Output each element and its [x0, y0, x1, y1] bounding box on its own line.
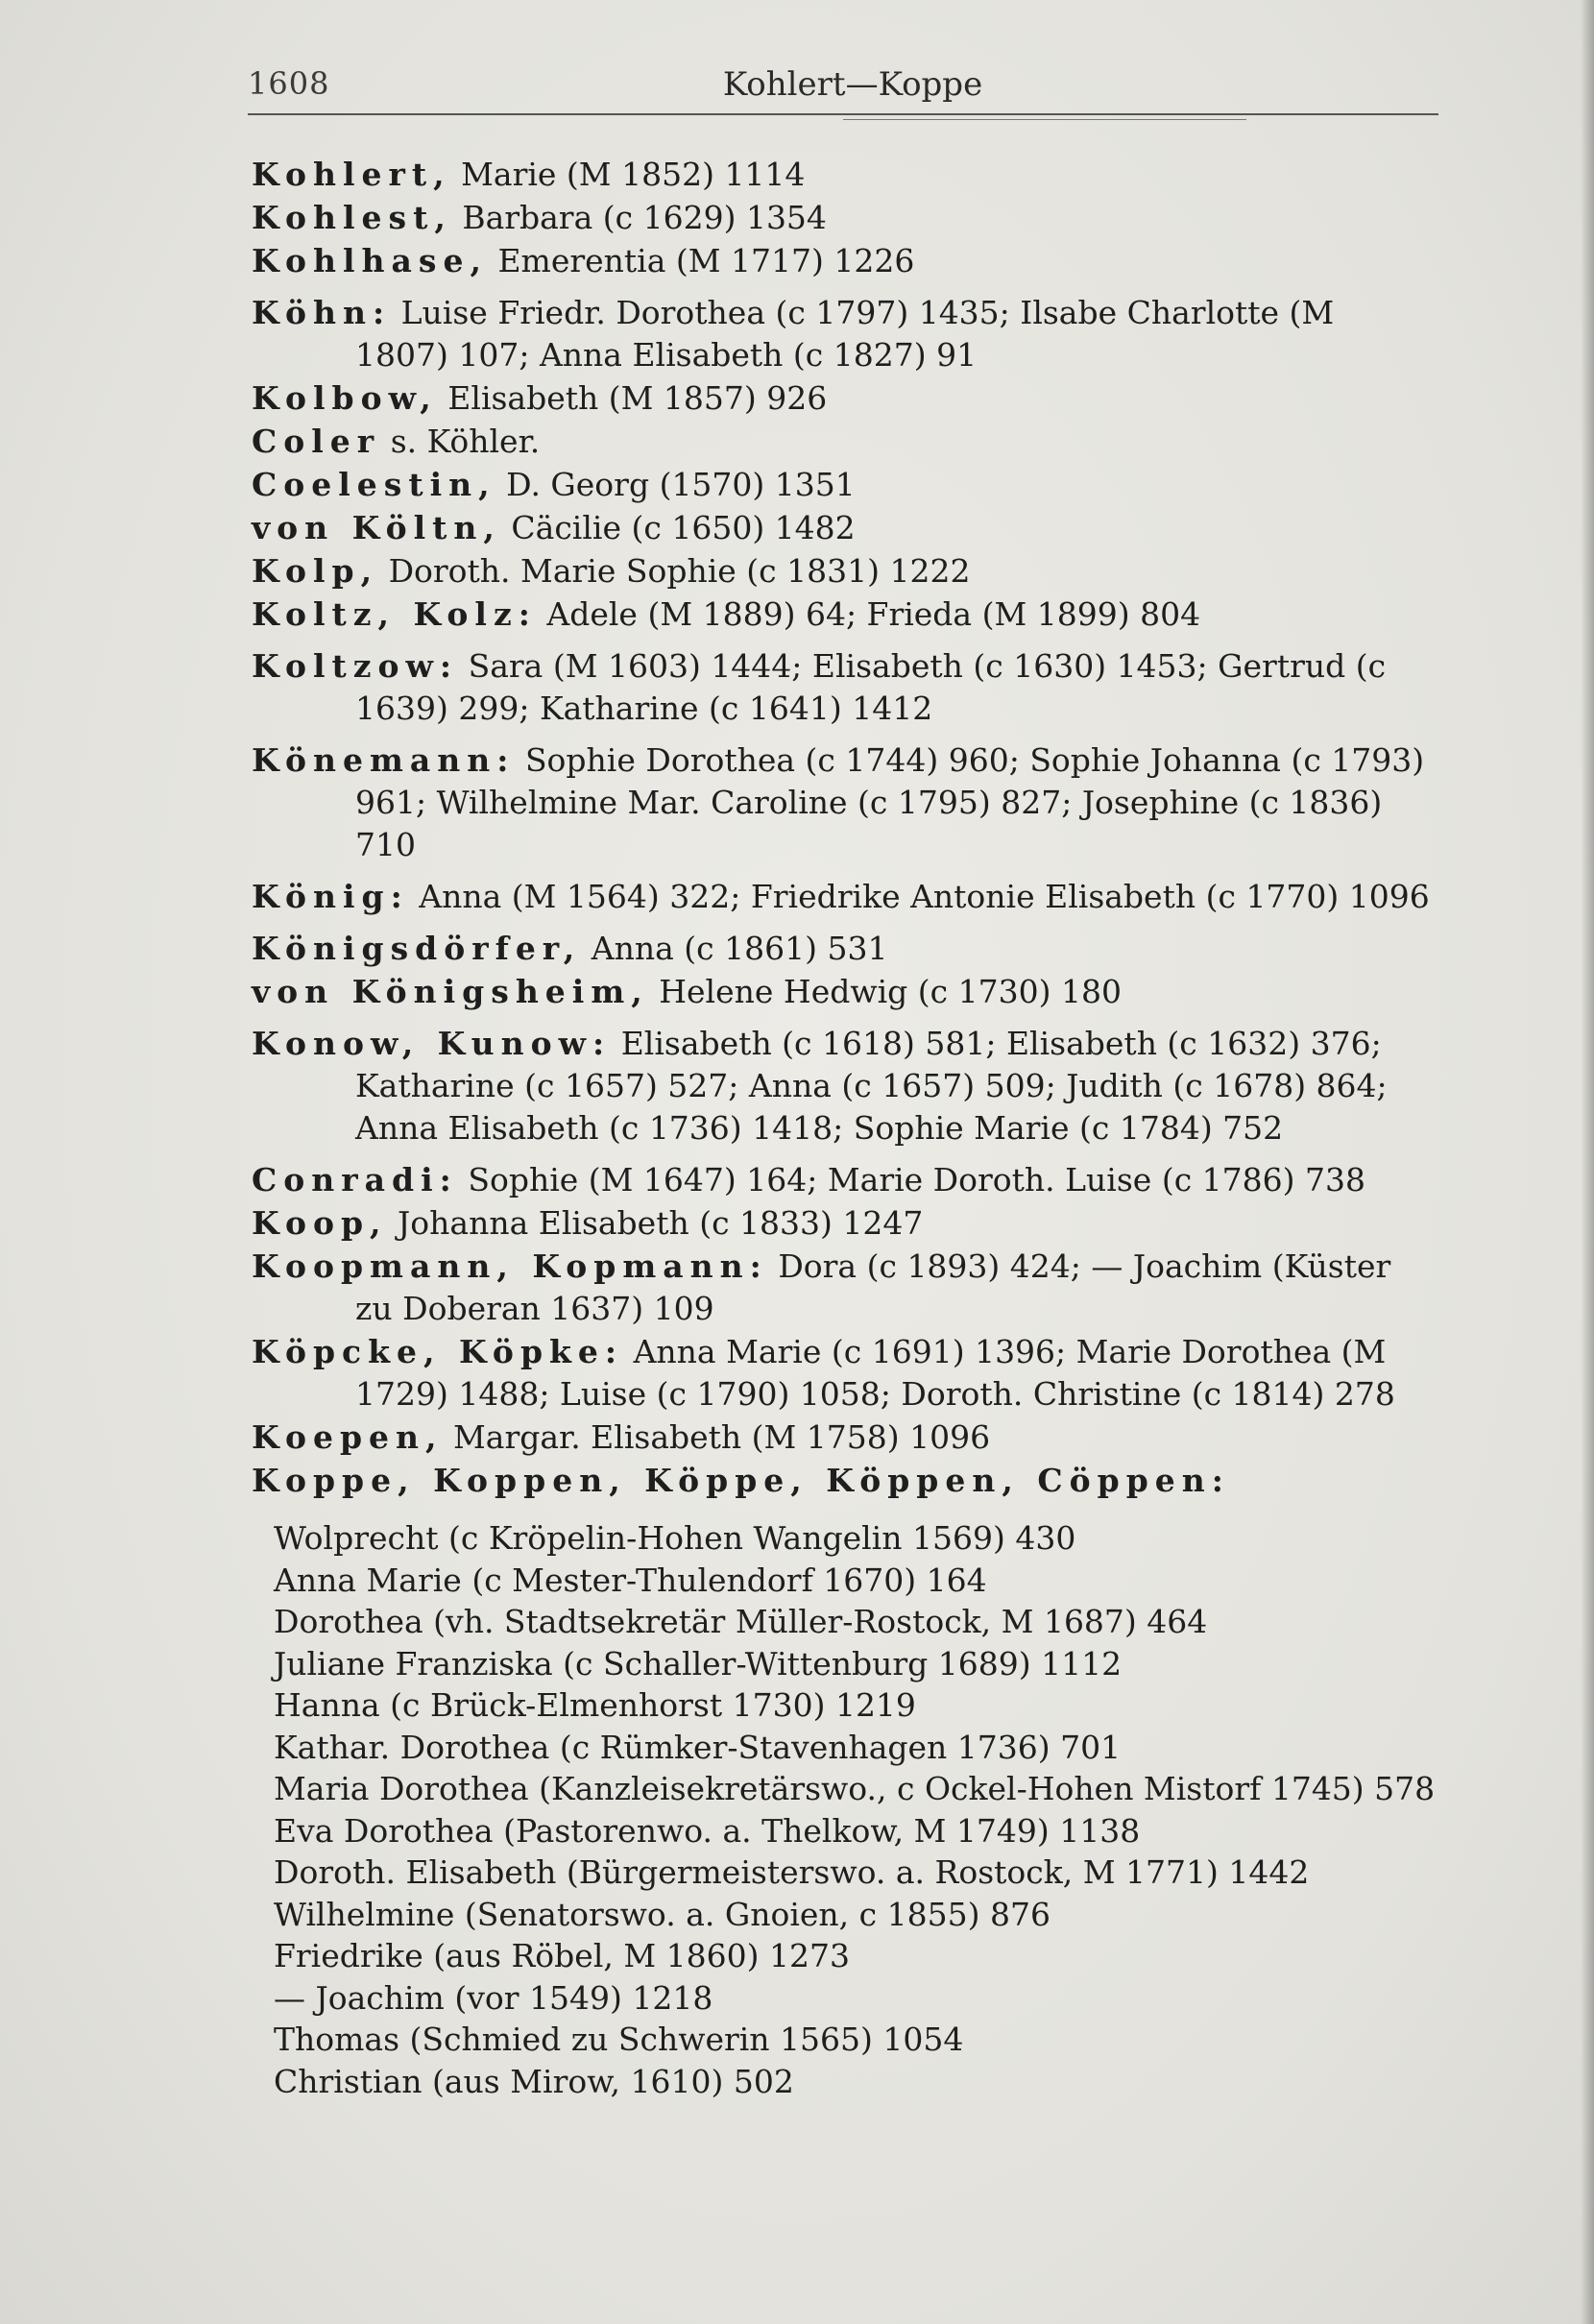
entry-text: Emerentia (M 1717) 1226	[497, 242, 915, 279]
entry-surname: Conradi:	[252, 1161, 458, 1198]
subentry: Juliane Franziska (c Schaller-Wittenburg 1689) 1112	[274, 1644, 1123, 1682]
entry-surname: Kohlhase,	[252, 242, 488, 279]
entry-text: Cäcilie (c 1650) 1482	[511, 509, 856, 546]
page-header	[248, 60, 1438, 117]
entry-kohlert	[252, 154, 1433, 196]
entry-text: s. Köhler.	[390, 423, 541, 460]
subentry: Hanna (c Brück-Elmenhorst 1730) 1219	[274, 1686, 916, 1724]
entry-koopmann	[252, 1246, 1433, 1330]
entry-text: Adele (M 1889) 64; Frieda (M 1899) 804	[546, 595, 1201, 633]
entry-surname: Koltz, Kolz:	[252, 595, 537, 633]
koppe-subentries	[274, 1517, 1436, 2102]
subentry: Dorothea (vh. Stadtsekretär Müller-Rostock, M 1687) 464	[274, 1603, 1208, 1640]
entry-text: Helene Hedwig (c 1730) 180	[659, 973, 1122, 1010]
entry-koepen	[252, 1416, 1433, 1459]
entry-surname: Koppe, Koppen, Köppe, Köppen, Cöppen:	[252, 1462, 1230, 1499]
header-rule	[248, 113, 1438, 115]
entry-surname: Koltzow:	[252, 647, 459, 685]
entry-text: Sophie Dorothea (c 1744) 960; Sophie Johanna (c 1793) 961; Wilhelmine Mar. Caroline (c 1795) 827; Josephine (c 1836) 710	[355, 741, 1425, 863]
entry-koepcke	[252, 1331, 1433, 1416]
entry-coelestin	[252, 464, 1433, 506]
entry-koenemann	[252, 739, 1433, 866]
entry-surname: Coler	[252, 423, 381, 460]
entry-text: Johanna Elisabeth (c 1833) 1247	[398, 1204, 924, 1242]
entry-von-koenigsheim	[252, 971, 1433, 1013]
entry-kohlest	[252, 197, 1433, 239]
entry-surname: Coelestin,	[252, 466, 496, 503]
entry-text: Anna (c 1861) 531	[591, 930, 888, 967]
entry-surname: Kolbow,	[252, 379, 438, 417]
entry-text: Anna (M 1564) 322; Friedrike Antonie Elisabeth (c 1770) 1096	[419, 878, 1430, 915]
entry-surname: Könemann:	[252, 741, 516, 779]
entry-surname: von Königsheim,	[252, 973, 649, 1010]
entry-surname: Koop,	[252, 1204, 388, 1242]
entry-kolbow	[252, 377, 1433, 420]
entry-koenigsdoerfer	[252, 928, 1433, 970]
entry-surname: Konow, Kunow:	[252, 1025, 612, 1062]
subentry: Anna Marie (c Mester-Thulendorf 1670) 164	[274, 1561, 987, 1599]
entry-surname: König:	[252, 878, 409, 915]
subentry: Friedrike (aus Röbel, M 1860) 1273	[274, 1937, 850, 1974]
entry-text: Luise Friedr. Dorothea (c 1797) 1435; Ilsabe Charlotte (M 1807) 107; Anna Elisabeth (c 1827) 91	[355, 294, 1335, 374]
entry-conradi	[252, 1159, 1433, 1201]
entry-text: Margar. Elisabeth (M 1758) 1096	[453, 1418, 991, 1456]
subentry: Kathar. Dorothea (c Rümker-Stavenhagen 1736) 701	[274, 1728, 1122, 1766]
entry-surname: Koopmann, Kopmann:	[252, 1247, 768, 1285]
entry-text: Anna Marie (c 1691) 1396; Marie Dorothea (M 1729) 1488; Luise (c 1790) 1058; Doroth. Christine (c 1814) 278	[355, 1333, 1395, 1413]
entry-von-koeltn	[252, 507, 1433, 549]
subentry: Wolprecht (c Kröpelin-Hohen Wangelin 1569) 430	[274, 1519, 1076, 1557]
entry-surname: von Költn,	[252, 509, 501, 546]
entry-surname: Kohlert,	[252, 156, 451, 193]
entry-koltzow	[252, 645, 1433, 730]
entry-surname: Koepen,	[252, 1418, 444, 1456]
entry-coler	[252, 421, 1433, 463]
entry-koenig	[252, 876, 1433, 918]
subentry: — Joachim (vor 1549) 1218	[274, 1978, 713, 2017]
subentry: Christian (aus Mirow, 1610) 502	[274, 2062, 794, 2100]
entry-text: D. Georg (1570) 1351	[506, 466, 856, 503]
entry-koltz	[252, 593, 1433, 636]
page-number: 1608	[248, 65, 330, 102]
running-head: Kohlert—Koppe	[722, 65, 983, 104]
page-edge-shadow	[1581, 0, 1594, 2324]
header-rule-secondary	[843, 119, 1246, 120]
entry-surname: Königsdörfer,	[252, 930, 582, 967]
register-entries	[252, 154, 1433, 1503]
entry-koppe	[252, 1460, 1433, 1502]
subentry: Wilhelmine (Senatorswo. a. Gnoien, c 1855) 876	[274, 1895, 1051, 1933]
subentry: Maria Dorothea (Kanzleisekretärswo., c Ockel-Hohen Mistorf 1745) 578	[274, 1770, 1436, 1807]
entry-surname: Köpcke, Köpke:	[252, 1333, 624, 1370]
entry-text: Sophie (M 1647) 164; Marie Doroth. Luise (c 1786) 738	[468, 1161, 1365, 1198]
subentry: Doroth. Elisabeth (Bürgermeisterswo. a. Rostock, M 1771) 1442	[274, 1853, 1310, 1891]
subentry: Eva Dorothea (Pastorenwo. a. Thelkow, M 1749) 1138	[274, 1811, 1141, 1850]
entry-text: Sara (M 1603) 1444; Elisabeth (c 1630) 1453; Gertrud (c 1639) 299; Katharine (c 1641) 1412	[355, 647, 1387, 727]
entry-koop	[252, 1202, 1433, 1245]
entry-surname: Köhn:	[252, 294, 392, 331]
entry-text: Elisabeth (M 1857) 926	[447, 379, 828, 417]
entry-surname: Kolp,	[252, 552, 379, 590]
entry-text: Elisabeth (c 1618) 581; Elisabeth (c 1632) 376; Katharine (c 1657) 527; Anna (c 1657) 509; Judith (c 1678) 864; Anna Elisabeth (c 1736) 1418; Sophie Marie (c 1784) 752	[355, 1025, 1388, 1147]
entry-konow	[252, 1023, 1433, 1150]
entry-koehn	[252, 292, 1433, 376]
entry-text: Dora (c 1893) 424; — Joachim (Küster zu Doberan 1637) 109	[355, 1247, 1391, 1327]
entry-kohlhase	[252, 240, 1433, 282]
entry-kolp	[252, 550, 1433, 593]
entry-surname: Kohlest,	[252, 199, 452, 236]
entry-text: Doroth. Marie Sophie (c 1831) 1222	[388, 552, 971, 590]
entry-text: Marie (M 1852) 1114	[461, 156, 806, 193]
entry-text: Barbara (c 1629) 1354	[462, 199, 827, 236]
subentry: Thomas (Schmied zu Schwerin 1565) 1054	[274, 2021, 964, 2058]
